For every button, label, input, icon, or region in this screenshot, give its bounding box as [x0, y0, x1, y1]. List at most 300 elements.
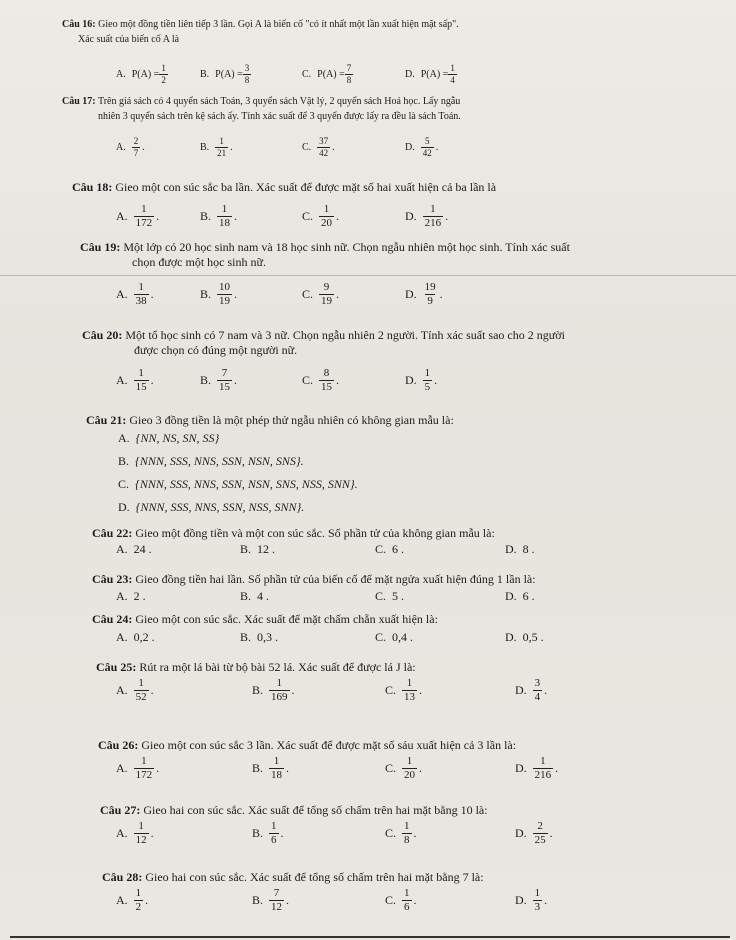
fraction-denominator: 15	[135, 381, 147, 393]
fraction-denominator: 216	[534, 769, 552, 781]
question-number: Câu 20:	[82, 328, 123, 342]
option-suffix: .	[445, 209, 449, 223]
fraction-numerator: 1	[138, 281, 144, 293]
option-suffix: .	[419, 683, 423, 697]
fraction-numerator: 7	[273, 887, 280, 899]
answer-option-c[interactable]	[118, 477, 358, 492]
question-text: Xác suất của biến cố A là	[78, 34, 180, 45]
answer-option-b[interactable]	[200, 282, 237, 307]
fraction-denominator: 42	[319, 148, 329, 158]
answer-option-a[interactable]	[116, 64, 168, 85]
question-q19	[0, 240, 736, 320]
option-letter: D.	[405, 209, 417, 223]
question-stem	[92, 526, 495, 540]
question-text: Một tổ học sinh có 7 nam và 3 nữ. Chọn ngẫu nhiên 2 người. Tính xác suất sao cho 2 người	[125, 328, 565, 342]
question-stem	[82, 328, 565, 342]
option-letter: D.	[505, 630, 517, 644]
fraction-denominator: 2	[161, 75, 166, 85]
fraction-numerator: 3	[244, 63, 250, 73]
answer-option-a[interactable]	[118, 431, 219, 446]
option-letter: D.	[505, 542, 517, 556]
fraction	[319, 368, 334, 393]
option-letter: B.	[240, 630, 252, 644]
option-letter: D.	[505, 589, 517, 603]
option-suffix: .	[544, 683, 548, 697]
fraction	[402, 821, 412, 846]
fraction-denominator: 15	[321, 381, 333, 393]
fraction-denominator: 13	[404, 691, 416, 703]
answer-option-a[interactable]	[116, 282, 154, 307]
question-q21	[0, 413, 736, 514]
fraction	[134, 756, 155, 781]
option-letter: C.	[385, 683, 397, 697]
fraction-numerator: 1	[138, 820, 144, 832]
option-prefix: P(A) =	[317, 69, 345, 80]
answer-option-c[interactable]	[375, 589, 404, 604]
fraction-denominator: 19	[321, 295, 333, 307]
fraction	[269, 756, 284, 781]
option-letter: C.	[375, 589, 387, 603]
question-text: chọn được một học sinh nữ.	[132, 255, 267, 269]
answer-option-b[interactable]	[240, 589, 269, 604]
answer-option-b[interactable]	[252, 756, 289, 781]
question-number: Câu 24:	[92, 612, 133, 626]
question-number: Câu 27:	[100, 803, 141, 817]
option-letter: C.	[302, 287, 314, 301]
fraction-denominator: 21	[217, 148, 227, 158]
question-q17	[0, 95, 736, 175]
question-number: Câu 26:	[98, 738, 139, 752]
question-stem-continued	[98, 110, 461, 124]
option-letter: B.	[200, 209, 212, 223]
option-letter: D.	[515, 893, 527, 907]
option-letter: D.	[515, 683, 527, 697]
answer-option-d[interactable]	[515, 888, 547, 913]
option-letter: C.	[385, 761, 397, 775]
fraction-denominator: 172	[135, 769, 153, 781]
option-suffix: .	[150, 683, 154, 697]
option-letter: B.	[252, 893, 264, 907]
option-suffix: .	[142, 142, 145, 153]
fraction-denominator: 169	[271, 691, 288, 703]
answer-option-b[interactable]	[240, 630, 278, 645]
answer-option-a[interactable]	[116, 589, 146, 604]
fraction-denominator: 172	[135, 217, 153, 229]
fraction-denominator: 12	[135, 834, 147, 846]
option-prefix: P(A) =	[131, 69, 160, 80]
answer-option-c[interactable]	[302, 282, 339, 307]
option-letter: D.	[515, 826, 527, 840]
option-letter: D.	[405, 69, 415, 80]
question-text: Một lớp có 20 học sinh nam và 18 học sinh nữ. Chọn ngẫu nhiên một học sinh. Tính xác suất	[123, 240, 570, 254]
answer-option-d[interactable]	[405, 137, 438, 158]
fraction-denominator: 8	[244, 75, 250, 85]
question-q28	[0, 870, 736, 940]
option-letter: A.	[116, 630, 128, 644]
question-text: Gieo một con súc sắc ba lần. Xác suất để được mặt số hai xuất hiện cả ba lần là	[115, 180, 497, 194]
option-letter: A.	[116, 373, 128, 387]
answer-option-c[interactable]	[385, 888, 417, 913]
question-text: nhiên 3 quyển sách trên kệ sách ấy. Tính xác suất để 3 quyển được lấy ra đều là sách Toán.	[98, 111, 461, 122]
fraction	[134, 821, 149, 846]
answer-option-d[interactable]	[505, 589, 535, 604]
option-prefix: P(A) =	[420, 69, 449, 80]
fraction	[402, 756, 417, 781]
option-letter: C.	[385, 826, 397, 840]
fraction	[319, 282, 334, 307]
option-text: 0,4 .	[392, 630, 414, 644]
answer-option-a[interactable]	[116, 678, 154, 703]
question-text: Gieo một đồng tiền và một con súc sắc. Số phần tử của không gian mẫu là:	[135, 526, 495, 540]
answer-option-b[interactable]	[240, 542, 275, 557]
fraction	[269, 821, 279, 846]
fraction	[317, 137, 330, 158]
fraction-denominator: 8	[346, 75, 352, 85]
option-suffix: .	[434, 373, 438, 387]
answer-option-a[interactable]	[116, 756, 159, 781]
option-suffix: .	[150, 287, 154, 301]
option-letter: C.	[385, 893, 397, 907]
answer-option-a[interactable]	[116, 542, 152, 557]
fraction-numerator: 8	[323, 367, 330, 379]
answer-option-d[interactable]	[405, 64, 457, 85]
fraction-denominator: 25	[534, 834, 546, 846]
question-number: Câu 22:	[92, 526, 133, 540]
fraction-denominator: 4	[534, 691, 541, 703]
fraction-numerator: 1	[276, 677, 283, 689]
option-letter: C.	[302, 209, 314, 223]
question-number: Câu 17:	[62, 96, 96, 107]
option-suffix: .	[145, 893, 149, 907]
fraction-numerator: 1	[273, 755, 280, 767]
answer-option-c[interactable]	[375, 630, 413, 645]
option-text: 4 .	[257, 589, 270, 603]
fraction-numerator: 1	[271, 820, 277, 832]
fraction	[421, 137, 434, 158]
fraction-denominator: 15	[219, 381, 231, 393]
answer-option-c[interactable]	[385, 821, 417, 846]
question-text: được chọn có đúng một người nữ.	[134, 343, 298, 357]
option-prefix: P(A) =	[215, 69, 243, 80]
answer-option-a[interactable]	[116, 204, 159, 229]
fraction-numerator: 1	[406, 755, 413, 767]
question-stem	[96, 660, 416, 674]
fraction-numerator: 7	[221, 367, 228, 379]
fraction-numerator: 1	[430, 203, 436, 215]
option-text: 0,2 .	[133, 630, 155, 644]
fraction-numerator: 7	[346, 63, 352, 73]
answer-option-b[interactable]	[200, 64, 251, 85]
answer-option-d[interactable]	[515, 756, 558, 781]
fraction-numerator: 1	[323, 203, 330, 215]
fraction-denominator: 216	[424, 217, 442, 229]
answer-option-d[interactable]	[405, 282, 443, 307]
option-suffix: .	[150, 373, 154, 387]
answer-option-b[interactable]	[252, 888, 289, 913]
question-number: Câu 25:	[96, 660, 137, 674]
option-letter: A.	[116, 589, 128, 603]
fraction-numerator: 1	[534, 887, 541, 899]
question-q25	[0, 660, 736, 740]
option-letter: D.	[515, 761, 527, 775]
option-suffix: .	[156, 761, 160, 775]
option-letter: B.	[200, 373, 212, 387]
fraction-numerator: 1	[221, 203, 228, 215]
question-stem	[62, 95, 460, 109]
answer-option-c[interactable]	[375, 542, 404, 557]
option-letter: B.	[252, 826, 264, 840]
option-suffix: .	[234, 287, 238, 301]
question-stem	[92, 612, 438, 626]
option-suffix: .	[286, 893, 290, 907]
fraction	[134, 368, 149, 393]
option-letter: D.	[405, 142, 415, 153]
fraction-numerator: 1	[141, 203, 147, 215]
option-letter: D.	[405, 373, 417, 387]
fraction-denominator: 19	[219, 295, 231, 307]
option-letter: C.	[118, 477, 130, 491]
fraction	[345, 64, 354, 85]
option-letter: C.	[302, 373, 314, 387]
option-suffix: .	[280, 826, 284, 840]
fraction	[134, 204, 155, 229]
fraction	[217, 282, 232, 307]
option-letter: A.	[116, 69, 126, 80]
fraction-numerator: 1	[406, 677, 413, 689]
answer-option-c[interactable]	[385, 678, 422, 703]
fraction-denominator: 5	[424, 381, 431, 393]
option-suffix: .	[336, 209, 340, 223]
question-stem	[98, 738, 516, 752]
fraction-numerator: 2	[133, 136, 139, 146]
fraction-denominator: 9	[427, 295, 433, 307]
question-text: Gieo một con súc sắc 3 lần. Xác suất để được mặt số sáu xuất hiện cả 3 lần là:	[141, 738, 517, 752]
fraction	[134, 678, 149, 703]
fraction	[423, 368, 433, 393]
answer-option-d[interactable]	[515, 678, 547, 703]
option-suffix: .	[156, 209, 160, 223]
answer-option-b[interactable]	[200, 137, 233, 158]
option-letter: B.	[200, 287, 212, 301]
page-bottom-rule	[10, 936, 730, 938]
fraction	[132, 137, 141, 158]
answer-option-a[interactable]	[116, 368, 154, 393]
option-text: 6 .	[522, 589, 535, 603]
question-number: Câu 19:	[80, 240, 121, 254]
option-letter: D.	[118, 500, 130, 514]
question-stem-continued	[134, 343, 297, 357]
option-letter: A.	[116, 683, 128, 697]
answer-option-d[interactable]	[505, 542, 535, 557]
fraction-denominator: 4	[450, 75, 455, 85]
answer-option-b[interactable]	[200, 204, 237, 229]
fraction-denominator: 42	[422, 148, 432, 158]
fraction-denominator: 2	[135, 901, 142, 913]
option-text: 0,3 .	[257, 630, 279, 644]
question-stem-continued	[132, 255, 266, 269]
option-suffix: .	[336, 287, 340, 301]
fraction-denominator: 52	[135, 691, 147, 703]
option-suffix: .	[291, 683, 295, 697]
option-letter: A.	[116, 761, 128, 775]
question-stem	[80, 240, 570, 254]
question-stem	[92, 572, 536, 586]
answer-option-b[interactable]	[118, 454, 304, 469]
option-suffix: .	[413, 826, 417, 840]
fraction	[159, 64, 168, 85]
fraction-numerator: 1	[141, 755, 147, 767]
fraction	[448, 64, 457, 85]
answer-option-b[interactable]	[200, 368, 237, 393]
option-letter: B.	[240, 589, 252, 603]
answer-option-a[interactable]	[116, 137, 145, 158]
question-number: Câu 21:	[86, 413, 127, 427]
answer-option-a[interactable]	[116, 821, 154, 846]
option-suffix: .	[150, 826, 154, 840]
option-text: 0,5 .	[522, 630, 544, 644]
answer-option-b[interactable]	[252, 821, 284, 846]
answer-option-c[interactable]	[385, 756, 422, 781]
question-stem-continued	[78, 33, 179, 47]
fraction-denominator: 38	[135, 295, 147, 307]
fraction-numerator: 3	[534, 677, 541, 689]
answer-option-c[interactable]	[302, 137, 335, 158]
option-letter: A.	[116, 142, 126, 153]
option-suffix: .	[234, 373, 238, 387]
option-suffix: .	[234, 209, 238, 223]
fold-line	[0, 275, 736, 276]
fraction-numerator: 1	[138, 677, 144, 689]
question-q16	[0, 18, 736, 98]
option-text: {NNN, SSS, NNS, SSN, NSN, SNS, NSS, SNN}.	[135, 477, 358, 491]
answer-option-d[interactable]	[118, 500, 304, 515]
option-suffix: .	[230, 142, 233, 153]
fraction-denominator: 8	[404, 834, 410, 846]
answer-option-d[interactable]	[505, 630, 544, 645]
fraction-denominator: 20	[321, 217, 333, 229]
answer-option-c[interactable]	[302, 368, 339, 393]
question-text: Gieo một con súc sắc. Xác suất để mặt chấm chẵn xuất hiện là:	[135, 612, 438, 626]
fraction-numerator: 1	[135, 887, 142, 899]
option-suffix: .	[549, 826, 553, 840]
fraction-numerator: 9	[323, 281, 330, 293]
question-number: Câu 16:	[62, 19, 96, 30]
option-letter: B.	[252, 761, 264, 775]
fraction	[533, 821, 548, 846]
fraction	[423, 204, 444, 229]
option-suffix: .	[435, 142, 439, 153]
answer-option-c[interactable]	[302, 204, 339, 229]
fraction-numerator: 1	[424, 367, 431, 379]
question-stem	[100, 803, 488, 817]
option-letter: D.	[405, 287, 417, 301]
answer-option-c[interactable]	[302, 64, 353, 85]
question-number: Câu 18:	[72, 180, 113, 194]
question-number: Câu 23:	[92, 572, 133, 586]
question-stem	[102, 870, 484, 884]
question-text: Gieo hai con súc sắc. Xác suất để tổng số chấm trên hai mặt bằng 7 là:	[145, 870, 484, 884]
option-text: 6 .	[392, 542, 405, 556]
option-letter: A.	[116, 287, 128, 301]
option-letter: B.	[252, 683, 264, 697]
fraction-denominator: 6	[271, 834, 277, 846]
option-letter: B.	[200, 69, 210, 80]
fraction	[269, 888, 284, 913]
fraction-numerator: 1	[161, 63, 166, 73]
answer-option-d[interactable]	[405, 368, 437, 393]
option-suffix: .	[555, 761, 559, 775]
option-suffix: .	[332, 142, 335, 153]
question-stem	[62, 18, 459, 32]
option-text: {NNN, SSS, NNS, SSN, NSS, SNN}.	[135, 500, 305, 514]
fraction-numerator: 1	[219, 136, 224, 146]
fraction	[134, 888, 144, 913]
fraction-denominator: 18	[271, 769, 283, 781]
fraction	[243, 64, 252, 85]
fraction-numerator: 2	[537, 820, 543, 832]
fraction-numerator: 19	[424, 281, 436, 293]
option-letter: A.	[116, 893, 128, 907]
answer-option-d[interactable]	[405, 204, 448, 229]
fraction-numerator: 1	[404, 820, 410, 832]
option-suffix: .	[544, 893, 548, 907]
question-text: Gieo một đồng tiền liên tiếp 3 lần. Gọi A là biến cố "có ít nhất một lần xuất hiện mặt sấp".	[98, 19, 459, 30]
answer-option-a[interactable]	[116, 888, 148, 913]
fraction-numerator: 1	[404, 887, 410, 899]
option-letter: B.	[118, 454, 130, 468]
option-text: 5 .	[392, 589, 405, 603]
question-text: Trên giá sách có 4 quyển sách Toán, 3 quyển sách Vật lý, 2 quyển sách Hoá học. Lấy ngẫu	[97, 96, 461, 107]
option-letter: A.	[116, 542, 128, 556]
fraction	[533, 756, 554, 781]
question-q20	[0, 328, 736, 408]
option-text: 24 .	[133, 542, 152, 556]
fraction-numerator: 1	[138, 367, 144, 379]
question-text: Gieo 3 đồng tiền là một phép thử ngẫu nhiên có không gian mẫu là:	[129, 413, 454, 427]
question-text: Gieo đồng tiền hai lần. Số phần tử của biến cố để mặt ngửa xuất hiện đúng 1 lần là:	[135, 572, 536, 586]
option-letter: A.	[118, 431, 130, 445]
option-letter: B.	[200, 142, 210, 153]
option-suffix: .	[286, 761, 290, 775]
fraction-denominator: 18	[219, 217, 231, 229]
option-suffix: .	[419, 761, 423, 775]
option-letter: B.	[240, 542, 252, 556]
option-suffix: .	[336, 373, 340, 387]
fraction	[533, 678, 543, 703]
option-text: 8 .	[522, 542, 535, 556]
fraction	[319, 204, 334, 229]
fraction	[134, 282, 149, 307]
fraction-denominator: 12	[271, 901, 283, 913]
answer-option-a[interactable]	[116, 630, 155, 645]
option-text: {NNN, SSS, NNS, SSN, NSN, SNS}.	[135, 454, 304, 468]
fraction-denominator: 3	[534, 901, 541, 913]
fraction	[269, 678, 290, 703]
option-letter: A.	[116, 826, 128, 840]
question-stem	[86, 413, 454, 427]
fraction-numerator: 1	[540, 755, 546, 767]
option-letter: C.	[302, 142, 312, 153]
fraction	[423, 282, 438, 307]
fraction	[402, 888, 412, 913]
option-letter: A.	[116, 209, 128, 223]
answer-option-b[interactable]	[252, 678, 295, 703]
fraction	[217, 368, 232, 393]
option-suffix: .	[413, 893, 417, 907]
option-letter: C.	[375, 630, 387, 644]
answer-option-d[interactable]	[515, 821, 553, 846]
fraction-denominator: 20	[404, 769, 416, 781]
